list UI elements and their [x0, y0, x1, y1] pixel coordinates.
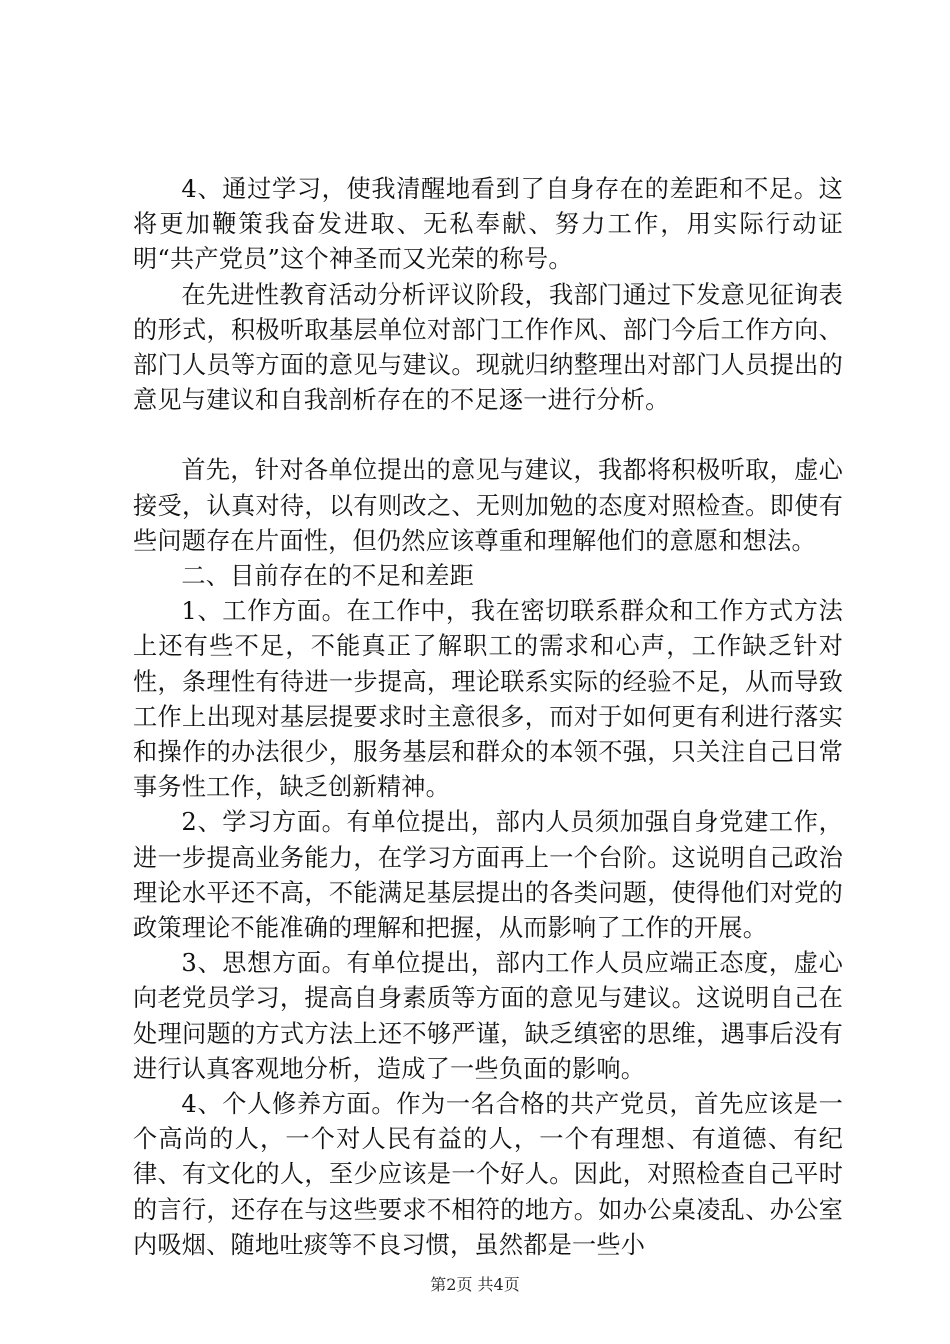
document-body: [133, 172, 843, 1263]
paragraph-first-response: 首先，针对各单位提出的意见与建议，我都将积极听取，虚心接受，认真对待，以有则改之、无则加勉的态度对照检查。即使有些问题存在片面性，但仍然应该尊重和理解他们的意愿和想法。: [133, 456, 843, 555]
paragraph-study-gap: 4、通过学习，使我清醒地看到了自身存在的差距和不足。这将更加鞭策我奋发进取、无私奉献、努力工作，用实际行动证明“共产党员”这个神圣而又光荣的称号。: [133, 175, 843, 274]
paragraph-thought-aspect: 3、思想方面。有单位提出，部内工作人员应端正态度，虚心向老党员学习，提高自身素质等方面的意见与建议。这说明自己在处理问题的方式方法上还不够严谨，缺乏缜密的思维，遇事后没有进行认真客观地分析，造成了一些负面的影响。: [133, 949, 843, 1083]
page-number-footer: 第2页 共4页: [430, 1275, 520, 1294]
paragraph-work-aspect: 1、工作方面。在工作中，我在密切联系群众和工作方式方法上还有些不足，不能真正了解职工的需求和心声，工作缺乏针对性，条理性有待进一步提高，理论联系实际的经验不足，从而导致工作上出现对基层提要求时主意很多，而对于如何更有利进行落实和操作的办法很少，服务基层和群众的本领不强，只关注自己日常事务性工作，缺乏创新精神。: [133, 597, 843, 802]
paragraph-evaluation-stage: 在先进性教育活动分析评议阶段，我部门通过下发意见征询表的形式，积极听取基层单位对部门工作作风、部门今后工作方向、部门人员等方面的意见与建议。现就归纳整理出对部门人员提出的意见与建议和自我剖析存在的不足逐一进行分析。: [133, 280, 843, 415]
section-heading-shortcomings: 二、目前存在的不足和差距: [181, 562, 475, 591]
paragraph-study-aspect: 2、学习方面。有单位提出，部内人员须加强自身党建工作，进一步提高业务能力，在学习方面再上一个台阶。这说明自己政治理论水平还不高，不能满足基层提出的各类问题，使得他们对党的政策理论不能准确的理解和把握，从而影响了工作的开展。: [133, 808, 843, 943]
paragraph-personal-aspect: 4、个人修养方面。作为一名合格的共产党员，首先应该是一个高尚的人，一个对人民有益的人，一个有理想、有道德、有纪律、有文化的人，至少应该是一个好人。因此，对照检查自己平时的言行，还存在与这些要求不相符的地方。如办公桌凌乱、办公室内吸烟、随地吐痰等不良习惯，虽然都是一些小: [133, 1090, 843, 1259]
